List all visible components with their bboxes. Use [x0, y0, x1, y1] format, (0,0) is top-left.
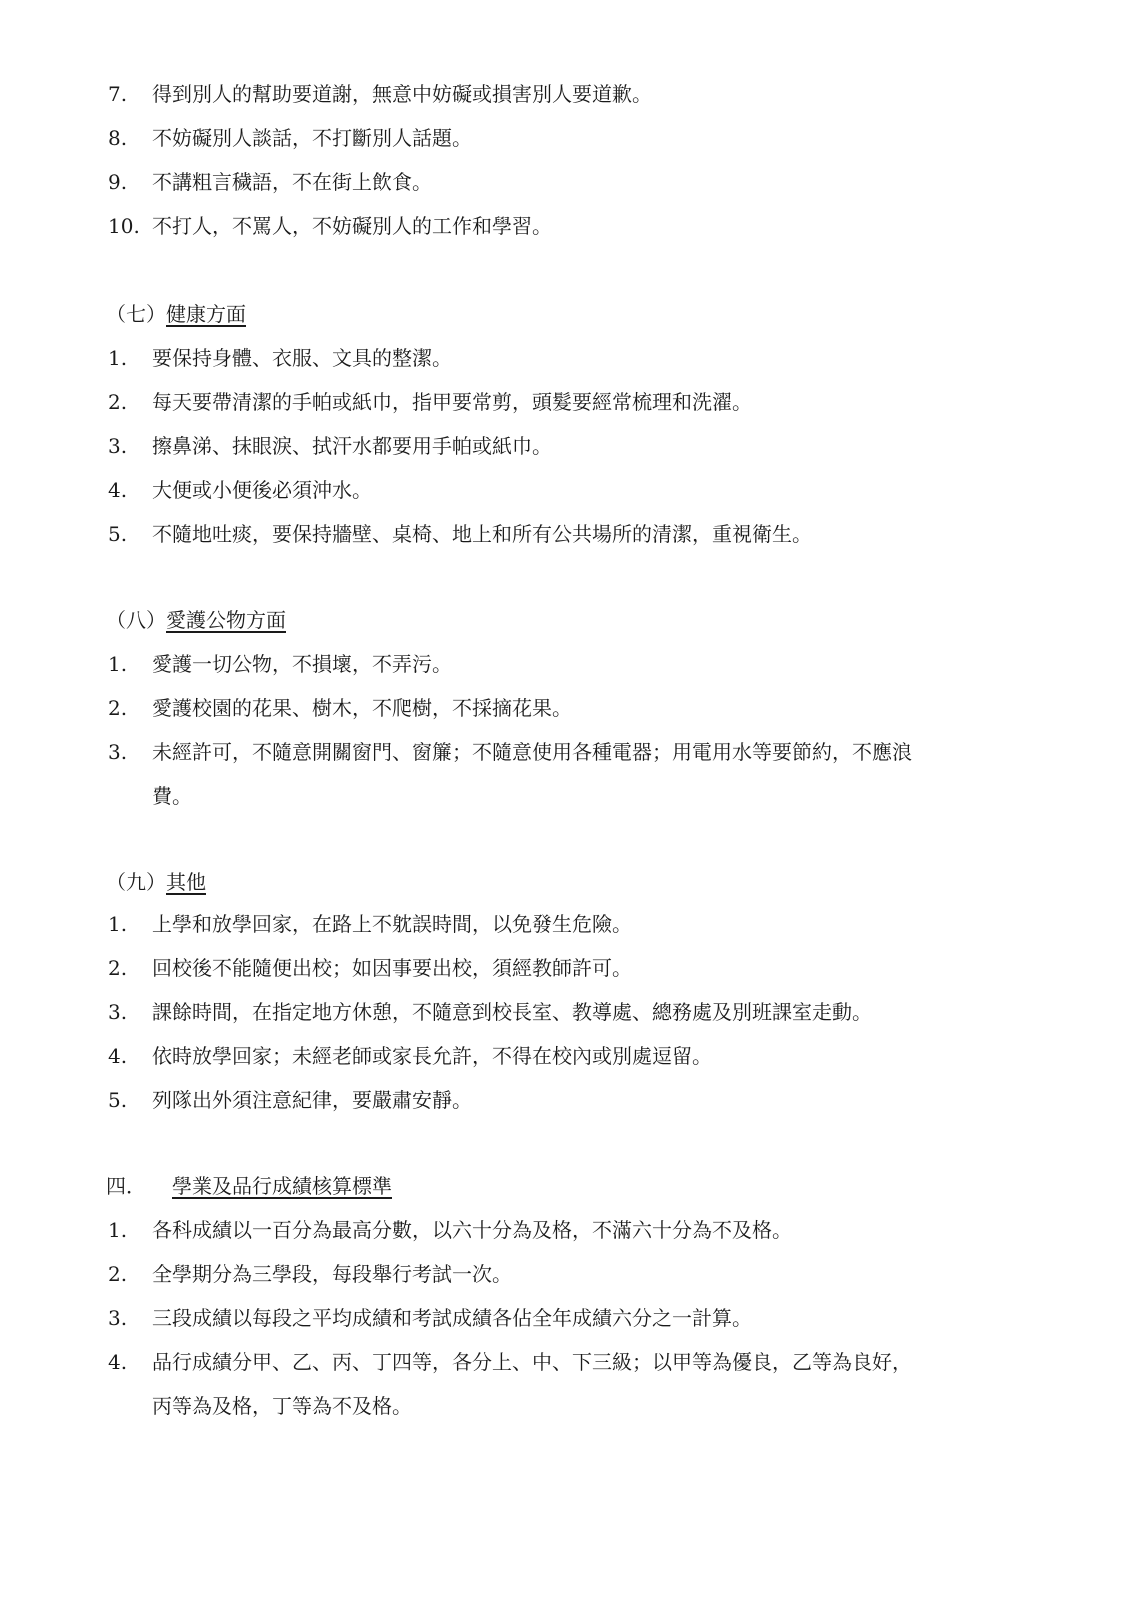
- item-number: 2.: [108, 1262, 128, 1286]
- section-prefix: （八）: [106, 608, 166, 632]
- item-text: 得到別人的幫助要道謝，無意中妨礙或損害別人要道歉。: [152, 82, 652, 106]
- item-number: 10.: [108, 214, 140, 238]
- item-number: 3.: [108, 1000, 128, 1024]
- item-number: 2.: [108, 696, 128, 720]
- item-text: 不打人，不罵人，不妨礙別人的工作和學習。: [152, 214, 552, 238]
- item-number: 1.: [108, 1218, 128, 1242]
- item-text-continued: 丙等為及格，丁等為不及格。: [152, 1394, 412, 1418]
- section-heading-grading: [106, 1164, 392, 1208]
- item-number: 3.: [108, 1306, 128, 1330]
- item-number: 5.: [108, 1088, 128, 1112]
- item-text: 列隊出外須注意紀律，要嚴肅安靜。: [152, 1088, 472, 1112]
- section-heading-health: [106, 292, 246, 336]
- item-text: 大便或小便後必須沖水。: [152, 478, 372, 502]
- item-number: 2.: [108, 956, 128, 980]
- section-heading-public-property: [106, 598, 286, 642]
- item-text: 擦鼻涕、抹眼淚、拭汗水都要用手帕或紙巾。: [152, 434, 552, 458]
- item-number: 4.: [108, 1044, 128, 1068]
- item-text: 每天要帶清潔的手帕或紙巾，指甲要常剪，頭髮要經常梳理和洗濯。: [152, 390, 752, 414]
- item-number: 9.: [108, 170, 128, 194]
- item-text: 依時放學回家；未經老師或家長允許，不得在校內或別處逗留。: [152, 1044, 712, 1068]
- section-prefix: （七）: [106, 302, 166, 326]
- section-prefix: 四．: [106, 1174, 146, 1198]
- item-number: 3.: [108, 740, 128, 764]
- item-number: 4.: [108, 1350, 128, 1374]
- item-number: 8.: [108, 126, 128, 150]
- item-number: 7.: [108, 82, 128, 106]
- item-number: 2.: [108, 390, 128, 414]
- item-text: 愛護校園的花果、樹木，不爬樹，不採摘花果。: [152, 696, 572, 720]
- item-text: 不講粗言穢語，不在街上飲食。: [152, 170, 432, 194]
- item-number: 1.: [108, 912, 128, 936]
- section-title: 其他: [166, 870, 206, 894]
- item-text: 回校後不能隨便出校；如因事要出校，須經教師許可。: [152, 956, 632, 980]
- section-heading-others: [106, 860, 206, 904]
- item-text: 課餘時間，在指定地方休憩，不隨意到校長室、教導處、總務處及別班課室走動。: [152, 1000, 872, 1024]
- item-text: 要保持身體、衣服、文具的整潔。: [152, 346, 452, 370]
- item-number: 3.: [108, 434, 128, 458]
- section-prefix: （九）: [106, 870, 166, 894]
- item-number: 4.: [108, 478, 128, 502]
- item-text: 不隨地吐痰，要保持牆壁、桌椅、地上和所有公共場所的清潔，重視衛生。: [152, 522, 812, 546]
- item-text: 不妨礙別人談話，不打斷別人話題。: [152, 126, 472, 150]
- item-text: 各科成績以一百分為最高分數，以六十分為及格，不滿六十分為不及格。: [152, 1218, 792, 1242]
- section-title: 學業及品行成績核算標準: [172, 1174, 392, 1198]
- item-number: 1.: [108, 652, 128, 676]
- item-number: 5.: [108, 522, 128, 546]
- section-title: 健康方面: [166, 302, 246, 326]
- section-title: 愛護公物方面: [166, 608, 286, 632]
- item-number: 1.: [108, 346, 128, 370]
- item-text: 上學和放學回家，在路上不躭誤時間，以免發生危險。: [152, 912, 632, 936]
- item-text: 全學期分為三學段，每段舉行考試一次。: [152, 1262, 512, 1286]
- item-text: 未經許可，不隨意開關窗門、窗簾；不隨意使用各種電器；用電用水等要節約，不應浪: [152, 740, 912, 764]
- item-text-continued: 費。: [152, 784, 192, 808]
- item-text: 品行成績分甲、乙、丙、丁四等，各分上、中、下三級；以甲等為優良，乙等為良好，: [152, 1350, 912, 1374]
- item-text: 三段成績以每段之平均成績和考試成績各佔全年成績六分之一計算。: [152, 1306, 752, 1330]
- item-text: 愛護一切公物，不損壞，不弄污。: [152, 652, 452, 676]
